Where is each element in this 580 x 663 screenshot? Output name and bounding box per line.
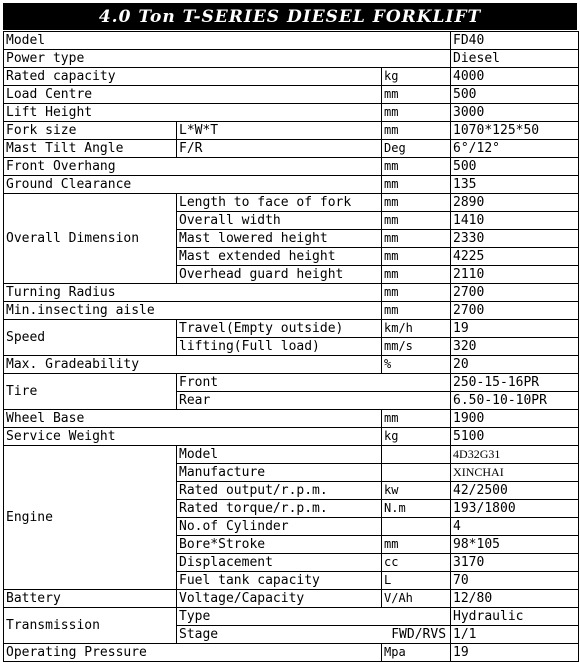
stage-label: Stage [179, 627, 219, 642]
sheet-title: 4.0 Ton T-SERIES DIESEL FORKLIFT [3, 3, 577, 30]
row-value: 250-15-16PR [451, 374, 579, 392]
row-sublabel: Mast lowered height [177, 230, 382, 248]
row-value: 2700 [451, 302, 579, 320]
table-row [4, 410, 579, 428]
row-unit: mm [382, 266, 451, 284]
row-unit: L [382, 572, 451, 590]
row-unit: km/h [382, 320, 451, 338]
table-row [4, 68, 579, 86]
table-row [4, 374, 579, 392]
row-value: 500 [451, 86, 579, 104]
row-unit: Mpa [382, 644, 451, 662]
row-sublabel: Rated output/r.p.m. [177, 482, 382, 500]
row-value: 4D32G31 [451, 446, 579, 464]
row-sublabel: Travel(Empty outside) [177, 320, 382, 338]
row-value: 12/80 [451, 590, 579, 608]
row-sublabel: Manufacture [177, 464, 382, 482]
row-value: 20 [451, 356, 579, 374]
row-label: Operating Pressure [4, 644, 382, 662]
row-unit: mm [382, 86, 451, 104]
table-row [4, 608, 579, 626]
row-sublabel: Voltage/Capacity [177, 590, 382, 608]
row-unit: mm [382, 248, 451, 266]
row-unit: mm [382, 410, 451, 428]
table-row [4, 122, 579, 140]
table-row [4, 356, 579, 374]
table-row [4, 86, 579, 104]
row-unit: Deg [382, 140, 451, 158]
row-unit: mm [382, 158, 451, 176]
table-row [4, 104, 579, 122]
row-sublabel: L*W*T [177, 122, 382, 140]
table-row [4, 140, 579, 158]
table-row [4, 644, 579, 662]
row-unit [382, 464, 451, 482]
table-row [4, 32, 579, 50]
row-sublabel: Fuel tank capacity [177, 572, 382, 590]
row-sublabel: Model [177, 446, 382, 464]
row-sublabel: Rated torque/r.p.m. [177, 500, 382, 518]
row-label: Rated capacity [4, 68, 382, 86]
table-row [4, 302, 579, 320]
row-label: Model [4, 32, 451, 50]
row-value: Hydraulic [451, 608, 579, 626]
group-label: Tire [4, 374, 177, 410]
row-value: 2890 [451, 194, 579, 212]
row-value: 1410 [451, 212, 579, 230]
row-value: 2330 [451, 230, 579, 248]
row-sublabel: Displacement [177, 554, 382, 572]
row-value: 98*105 [451, 536, 579, 554]
row-unit: mm [382, 212, 451, 230]
row-value: 500 [451, 158, 579, 176]
group-label: Speed [4, 320, 177, 356]
row-unit: N.m [382, 500, 451, 518]
row-value: 2110 [451, 266, 579, 284]
row-label: Mast Tilt Angle [4, 140, 177, 158]
group-label: Overall Dimension [4, 194, 177, 284]
row-value: 42/2500 [451, 482, 579, 500]
row-unit: % [382, 356, 451, 374]
row-unit: mm/s [382, 338, 451, 356]
row-unit: kg [382, 68, 451, 86]
row-value: 135 [451, 176, 579, 194]
row-unit: V/Ah [382, 590, 451, 608]
row-sublabel: Front [177, 374, 451, 392]
row-value: 19 [451, 644, 579, 662]
table-row [4, 590, 579, 608]
group-label: Transmission [4, 608, 177, 644]
row-unit: mm [382, 536, 451, 554]
row-value: 2700 [451, 284, 579, 302]
row-unit: mm [382, 230, 451, 248]
row-value: 1070*125*50 [451, 122, 579, 140]
row-label: Front Overhang [4, 158, 382, 176]
row-label: Load Centre [4, 86, 382, 104]
row-sublabel: Length to face of fork [177, 194, 382, 212]
row-sublabel: Type [177, 608, 451, 626]
row-unit: kg [382, 428, 451, 446]
row-sublabel: F/R [177, 140, 382, 158]
row-value: 1/1 [451, 626, 579, 644]
row-value: 4000 [451, 68, 579, 86]
row-value: 6°/12° [451, 140, 579, 158]
row-label: Fork size [4, 122, 177, 140]
row-value: 3000 [451, 104, 579, 122]
table-row [4, 320, 579, 338]
spec-table [3, 31, 579, 662]
row-value: 6.50-10-10PR [451, 392, 579, 410]
row-sublabel: Rear [177, 392, 451, 410]
table-row [4, 446, 579, 464]
row-value: 320 [451, 338, 579, 356]
table-row [4, 194, 579, 212]
row-unit: kw [382, 482, 451, 500]
row-unit: mm [382, 284, 451, 302]
row-unit: cc [382, 554, 451, 572]
row-value: XINCHAI [451, 464, 579, 482]
row-unit: mm [382, 104, 451, 122]
row-sublabel [177, 626, 451, 644]
row-label: Ground Clearance [4, 176, 382, 194]
row-sublabel: lifting(Full load) [177, 338, 382, 356]
row-label: Service Weight [4, 428, 382, 446]
row-unit [382, 446, 451, 464]
row-label: Min.insecting aisle [4, 302, 382, 320]
row-value: 3170 [451, 554, 579, 572]
row-unit [382, 518, 451, 536]
row-sublabel: No.of Cylinder [177, 518, 382, 536]
row-label: Power type [4, 50, 451, 68]
table-row [4, 176, 579, 194]
table-row [4, 50, 579, 68]
row-unit: mm [382, 176, 451, 194]
row-label: Max. Gradeability [4, 356, 382, 374]
row-value: 19 [451, 320, 579, 338]
row-sublabel: Overall width [177, 212, 382, 230]
row-label: Turning Radius [4, 284, 382, 302]
row-unit: mm [382, 122, 451, 140]
row-value: Diesel [451, 50, 579, 68]
table-row [4, 284, 579, 302]
row-value: 70 [451, 572, 579, 590]
table-row [4, 158, 579, 176]
row-sublabel: Overhead guard height [177, 266, 382, 284]
row-label: Battery [4, 590, 177, 608]
row-unit: mm [382, 302, 451, 320]
row-unit: mm [382, 194, 451, 212]
row-sublabel: Mast extended height [177, 248, 382, 266]
row-value: 5100 [451, 428, 579, 446]
row-value: 193/1800 [451, 500, 579, 518]
row-value: FD40 [451, 32, 579, 50]
row-label: Lift Height [4, 104, 382, 122]
table-row [4, 428, 579, 446]
row-value: 1900 [451, 410, 579, 428]
row-label: Wheel Base [4, 410, 382, 428]
row-value: 4 [451, 518, 579, 536]
group-label: Engine [4, 446, 177, 590]
stage-direction: FWD/RVS [391, 627, 447, 642]
row-value: 4225 [451, 248, 579, 266]
row-sublabel: Bore*Stroke [177, 536, 382, 554]
